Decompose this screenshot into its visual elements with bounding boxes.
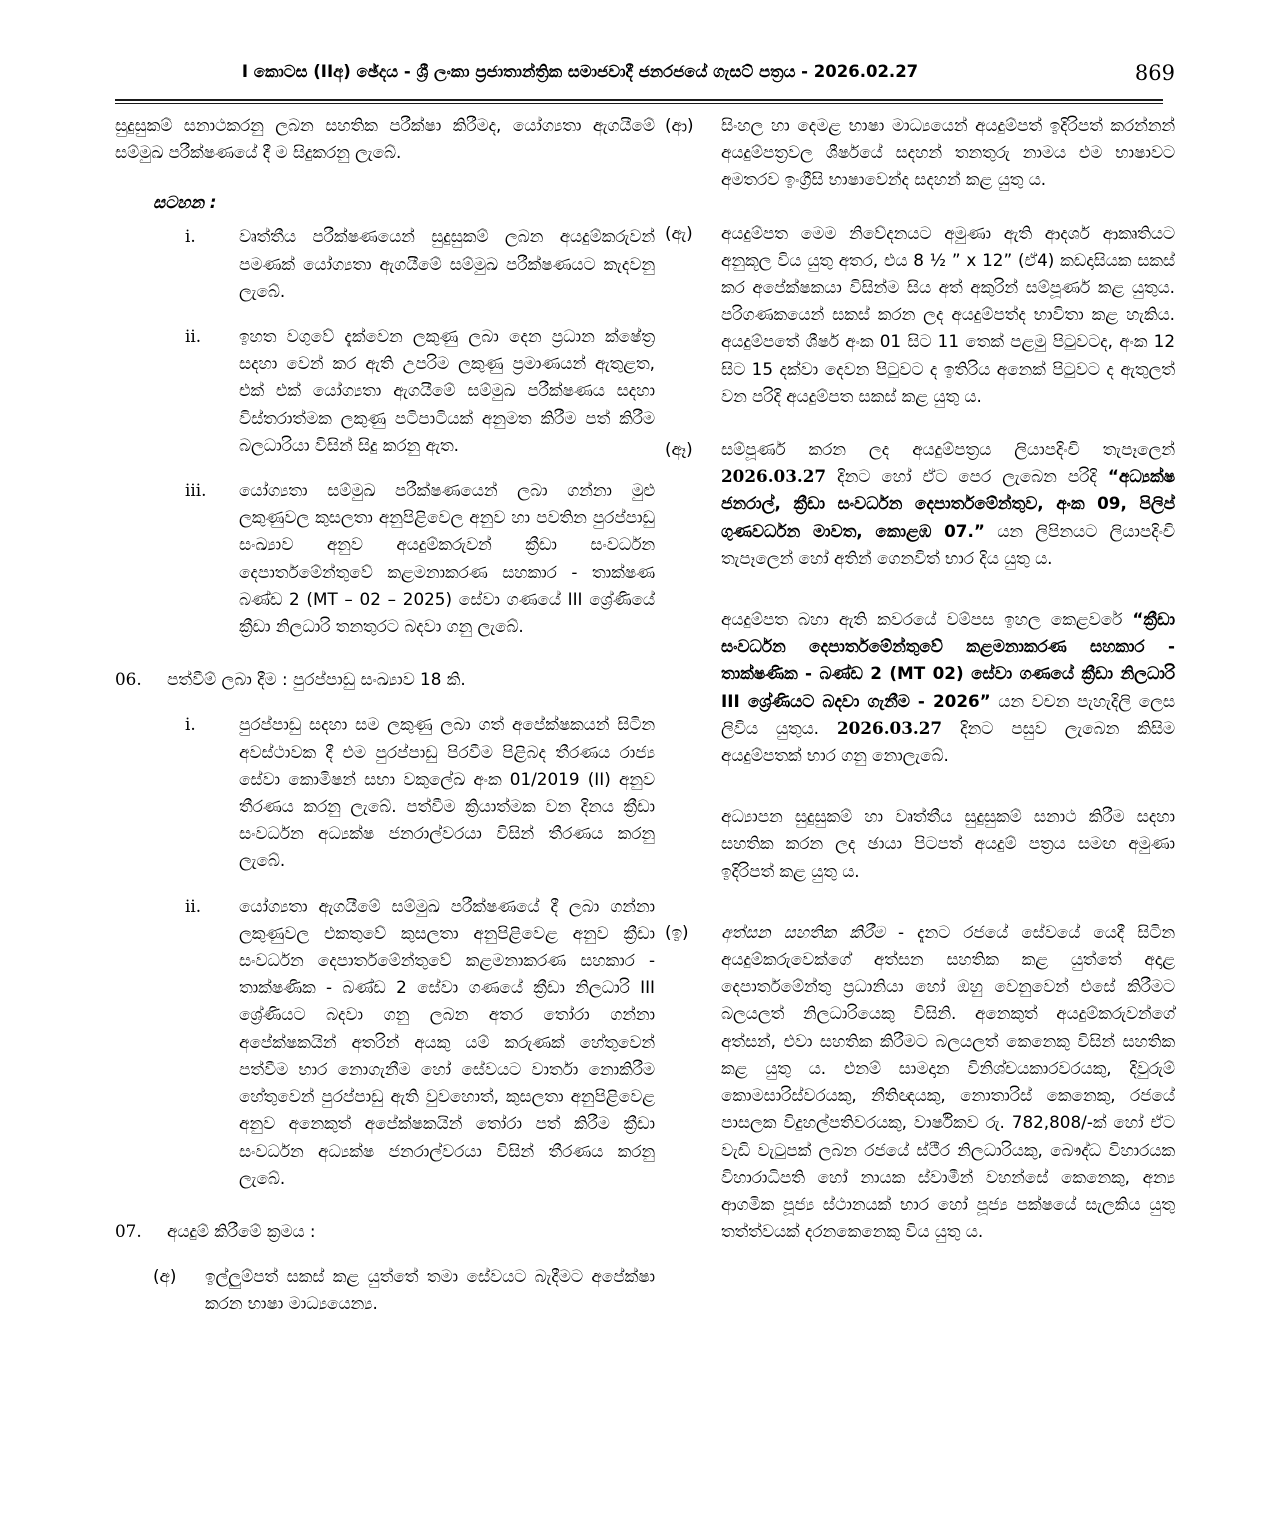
spacer bbox=[115, 693, 655, 711]
deadline-date-primary: 2026.03.27 bbox=[721, 466, 827, 487]
deadline-text-tail: යන ලිපිනයට ලියාපදිංචි තැපෑලෙන් හෝ අතින් ගෙනවිත් භාර දිය යුතු ය. bbox=[721, 520, 1175, 568]
signature-certification-text: - දැනට රජයේ සේවයේ යෙදී සිටින අයදුම්කරුවෙක්ගේ අත්සන සහතික කළ යුත්තේ අදාළ දෙපාර්තමේන්තු ප්‍රධානියා හෝ ඔහු වෙනුවෙන් එසේ කිරීමට බලයලත් නිලධාරියෙකු විසිනි. අනෙකුත් අයදුම්කරුවන්ගේ අත්සන්, එවා සහතික කිරීමට බලයලත් කෙනෙකු විසින් සහතික කළ යුතු ය. එනම් සාමදාන විනිශ්චයකාරවරයකු, දිවුරුම් කොමසාරිස්වරයකු, නීතිඥයකු, නොතාරිස් කෙනෙකු, රජයේ පාසලක විදුහල්පතිවරයකු, වාර්ෂිකව රු. 782,808/-ක් හෝ ඒ‍ට වැඩි වැටුපක් ලබන රජයේ ස්ථීර නිලධාරියකු, බෞද්ධ විහාරයක විහාරාධිපති හෝ නායක ස්වාමීන් වහන්සේ කෙනෙකු, අන්‍ය ආගමික පූජ්‍ය ස්ථානයක් භාර හෝ පූජ්‍ය පක්ෂයේ සැලකිය යුතු තත්ත්වයක් දරනකෙනෙකු විය යුතු ය. bbox=[721, 921, 1176, 1242]
clause-07-heading: අයදුම් කිරීමේ ක්‍රමය : bbox=[167, 1220, 316, 1241]
clause-07-item-a-text: ඉල්ලුම්පත් සකස් කළ යුත්තේ තමා සේවයට බැදීමට අපේක්ෂා කරන භාෂා මාධ්‍යයෙන්‍ය. bbox=[205, 1266, 655, 1314]
clause-07-marker: 07. bbox=[115, 1220, 142, 1241]
clause-07-item-a-marker: (අ) bbox=[153, 1266, 177, 1287]
header-divider-rule bbox=[115, 99, 1163, 104]
clause-07-item-ae-marker: (ඇ) bbox=[665, 222, 693, 243]
clause-06 bbox=[115, 666, 655, 693]
clause-06-item-text: යෝග්‍යතා ඇගයීමේ සම්මුඛ පරීක්ෂණයේ දී ලබා ගන්නා ලකුණුවල එකතුවේ කුසලතා අනුපිළිවෙළ අනුව ක්‍රීඩා සංවර්ධන දෙපාර්තමේන්තුවේ කළමනාකරණ සහකාර - තාක්ෂණික - බණ්ඩ 2 සේවා ගණයේ ක්‍රීඩා නිලධාරි III ශ්‍රේණියට බදවා ගනු ලබන අතර තෝරා ගන්නා අපේක්ෂකයින් අතරින් අයකු යම් කරුණක් හේතුවෙන් පත්වීම භාර නොගැනීම හෝ සේවයට වාර්තා නොකිරීම හේතුවෙන් පුරප්පාඩු ඇති වුවහොත්, කුසලතා අනුපිළිවෙළ අනුව අනෙකුත් අපේක්ෂකයින් තෝරා පත් කිරීම ක්‍රීඩා සංවර්ධන අධ්‍යක්ෂ ජනරාල්වරයා විසින් තීරණය කරනු ලැබේ. bbox=[239, 895, 655, 1188]
clause-06-item-marker: i. bbox=[185, 714, 196, 735]
left-column bbox=[115, 112, 655, 1318]
clause-07-item-aa-text: සිංහල හා දෙමළ භාෂා මාධ්‍යයෙන් අයදුම්පත් ඉදිරිපත් කරන්නන් අයදුම්පත්‍රවල ශීර්ෂයේ සදහන් තනතුරු නාමය එම භාෂාවට අමතරව ඉංග්‍රීසි භාෂාවෙන්ද සදහන් කළ යුතු ය. bbox=[721, 115, 1175, 190]
clause-07-item-ae-text: අයදුම්පත මෙම නිවේදනයට අමුණා ඇති ආදර්ශ ආකෘතියට අනුකූල විය යුතු අතර, එය 8 ½ ” x 12” (ඒ4) කඩදාසියක සකස් කර අපේක්ෂකයා විසින්ම සිය අත් අකුරින් සම්පූර්ණ කළ යුතුය. පරිගණකයෙන් සකස් කරන ලද අයදුම්පත්ද භාවිතා කළ හැකිය. අයදුම්පතේ ශීර්ෂ අංක 01 සිට 11 තෙක් පළමු පිටුවටද, අංක 12 සිට 15 දක්වා දෙවන පිටුවට ද ඉතිරිය අනෙක් පිටුවට ද ඇතුලත් වන පරිදි අයදුම්පත සකස් කළ යුතු ය. bbox=[721, 222, 1175, 406]
signature-certification-lead: අත්සන සහතික කිරීම bbox=[721, 921, 886, 942]
note-item bbox=[167, 223, 655, 305]
clause-07-item-aee-marker: (ඈ) bbox=[665, 439, 693, 460]
deadline-date-secondary: 2026.03.27 bbox=[837, 717, 943, 738]
clause-06-item-marker: ii. bbox=[185, 895, 202, 916]
envelope-text-lead: අයදුම්පත බහා ඇති කවරයේ වම්පස ඉහල කෙළවරේ bbox=[721, 609, 1133, 630]
clause-07-item-ae bbox=[665, 220, 1175, 410]
spacer bbox=[115, 640, 655, 666]
note-item-marker: iii. bbox=[185, 480, 207, 501]
clause-06-marker: 06. bbox=[115, 669, 142, 690]
clause-06-item-text: පුරප්පාඩු සදහා සම ලකුණු ලබා ගත් අපේක්ෂකයන් සිටින අවස්ථාවක දී එම පුරප්පාඩු පිරවීම පිළිබද තීරණය රාජ්‍ය සේවා කොමිෂන් සභා වකුලේඛ අංක 01/2019 (II) අනුව තීරණය කරනු ලැබේ. පත්වීම ක්‍රියාත්මක වන දිනය ක්‍රීඩා සංවර්ධන අධ්‍යක්ෂ ජනරාල්වරයා විසින් තීරණය කරනු ලැබේ. bbox=[239, 714, 655, 871]
clause-07-item-aa bbox=[665, 112, 1175, 194]
page-header bbox=[115, 62, 1175, 102]
clause-07-item-a bbox=[153, 1263, 655, 1317]
note-item bbox=[167, 323, 655, 459]
spacer bbox=[115, 305, 655, 323]
note-item-text: වෘත්තීය පරීක්ෂණයෙන් සුදුසුකම් ලබන අයදුම්කරුවන් පමණක් යෝග්‍යතා ඇගයීමේ සම්මුඛ පරීක්ෂණයට කැදවනු ලැබේ. bbox=[239, 226, 655, 301]
note-item-marker: ii. bbox=[185, 326, 202, 347]
spacer bbox=[665, 410, 1175, 436]
clause-06-item bbox=[167, 711, 655, 874]
spacer bbox=[665, 572, 1175, 606]
spacer bbox=[665, 885, 1175, 919]
clause-07 bbox=[115, 1218, 655, 1245]
spacer bbox=[115, 459, 655, 477]
certified-copies-paragraph: අධ්‍යාපන සුදුසුකම් හා වෘත්තීය සුදුසුකම් සනාථ කිරීම සදහා සහතික කරන ලද ඡායා පිටපත් අයදුම් පත්‍රය සමඟ අමුණා ඉදිරිපත් කළ යුතු ය. bbox=[721, 806, 1175, 881]
envelope-text-tail: දිනට පසුව ලැබෙන කිසිම අයදුම්පතක් භාර ගනු නොලැබේ. bbox=[721, 717, 1175, 766]
clause-07-item-i bbox=[665, 919, 1175, 1245]
spacer bbox=[115, 1245, 655, 1263]
deadline-text-lead: සම්පූර්ණ කරන ලද අයදුම්පත්‍රය ලියාපදිංචි තැපෑලෙන් bbox=[721, 439, 1175, 460]
spacer bbox=[115, 875, 655, 893]
clause-07-item-aa-marker: (ආ) bbox=[665, 115, 694, 135]
note-item-text: ඉහත වගුවේ දැක්වෙන ලකුණු ලබා දෙන ප්‍රධාන ක්ෂේත්‍ර සදහා වෙන් කර ඇති උපරිම ලකුණු ප්‍රමාණයන් ඇතුළත, එක් එක් යෝග්‍යතා ඇගයීමේ සම්මුඛ පරීක්ෂණය සදහා විස්තරාත්මක ලකුණු පටිපාටියක් අනුමත කිරීම පත් කිරීම බලධාරියා විසින් සිදු කරනු ඇත. bbox=[239, 326, 655, 455]
deadline-text-mid: දිනට හෝ ඒ‍ට පෙර ලැබෙන පරිදි bbox=[826, 466, 1108, 487]
envelope-text-mid: යන වචන පැහැදිලි ලෙස ලිවිය යුතුය. bbox=[721, 690, 1175, 738]
envelope-instruction-paragraph bbox=[721, 606, 1175, 769]
spacer bbox=[665, 194, 1175, 220]
clause-06-item bbox=[167, 893, 655, 1192]
spacer bbox=[115, 166, 655, 192]
page-number: 869 bbox=[1134, 61, 1175, 85]
clause-06-heading: පත්වීම් ලබා දීම : පුරප්පාඩු සංඛ්‍යාව 18 කි. bbox=[167, 669, 466, 690]
clause-07-item-aee-text bbox=[721, 436, 1175, 572]
clause-07-item-i-marker: (ඉ) bbox=[665, 921, 689, 942]
clause-07-item-aee bbox=[665, 436, 1175, 572]
page-header-title: I කොටස (IIඅ) ඡේදය - ශ්‍රී ලංකා ප්‍රජාතාන්ත්‍රික සමාජවාදී ජනරජයේ ගැසට් පත්‍රය - 2026.02.27 bbox=[241, 62, 919, 81]
right-column bbox=[665, 112, 1175, 1245]
note-item bbox=[167, 477, 655, 640]
postal-address: “අධ්‍යක්ෂ ජනරාල්, ක්‍රීඩා සංවර්ධන දෙපාර්තමේන්තුව, අංක 09, පිලිප් ගුණවර්ධන මාවත, කොළඹ 07.” bbox=[721, 466, 1175, 541]
clause-07-item-i-text bbox=[721, 919, 1175, 1245]
note-label: සටහන : bbox=[153, 192, 217, 213]
spacer bbox=[665, 769, 1175, 803]
spacer bbox=[115, 213, 655, 223]
spacer bbox=[115, 1192, 655, 1218]
note-item-marker: i. bbox=[185, 226, 196, 247]
envelope-caption: “ක්‍රීඩා සංවර්ධන දෙපාර්තමේන්තුවේ කළමනාකරණ සහකාර - තාක්ෂණික - බණ්ඩ 2 (MT 02) සේවා ගණයේ ක්‍රීඩා නිලධාරි III ශ්‍රේණියට බදවා ගැනීම - 2026” bbox=[721, 609, 1175, 711]
note-item-text: යෝග්‍යතා සම්මුඛ පරීක්ෂණයෙන් ලබා ගන්නා මුළු ලකුණුවල කුසලතා අනුපිළිවෙල අනුව හා පවතින පුරප්පාඩු සංඛ්‍යාව අනුව අයදුම්කරුවන් ක්‍රීඩා සංවර්ධන දෙපාර්තමේන්තුවේ කළමනාකරණ සහකාර - තාක්ෂණ බණ්ඩ 2 (MT – 02 – 2025) සේවා ගණයේ III ශ්‍රේණියේ ක්‍රීඩා නිලධාරි තනතුරට බදවා ගනු ලැබේ. bbox=[239, 480, 655, 637]
continued-paragraph: සුදුසුකම් සනාථකරනු ලබන සහතික පරීක්ෂා කිරීමද, යෝග්‍යතා ඇගයීමේ සම්මුඛ පරීක්ෂණයේ දී ම සිදුකරනු ලැබේ. bbox=[115, 115, 655, 163]
